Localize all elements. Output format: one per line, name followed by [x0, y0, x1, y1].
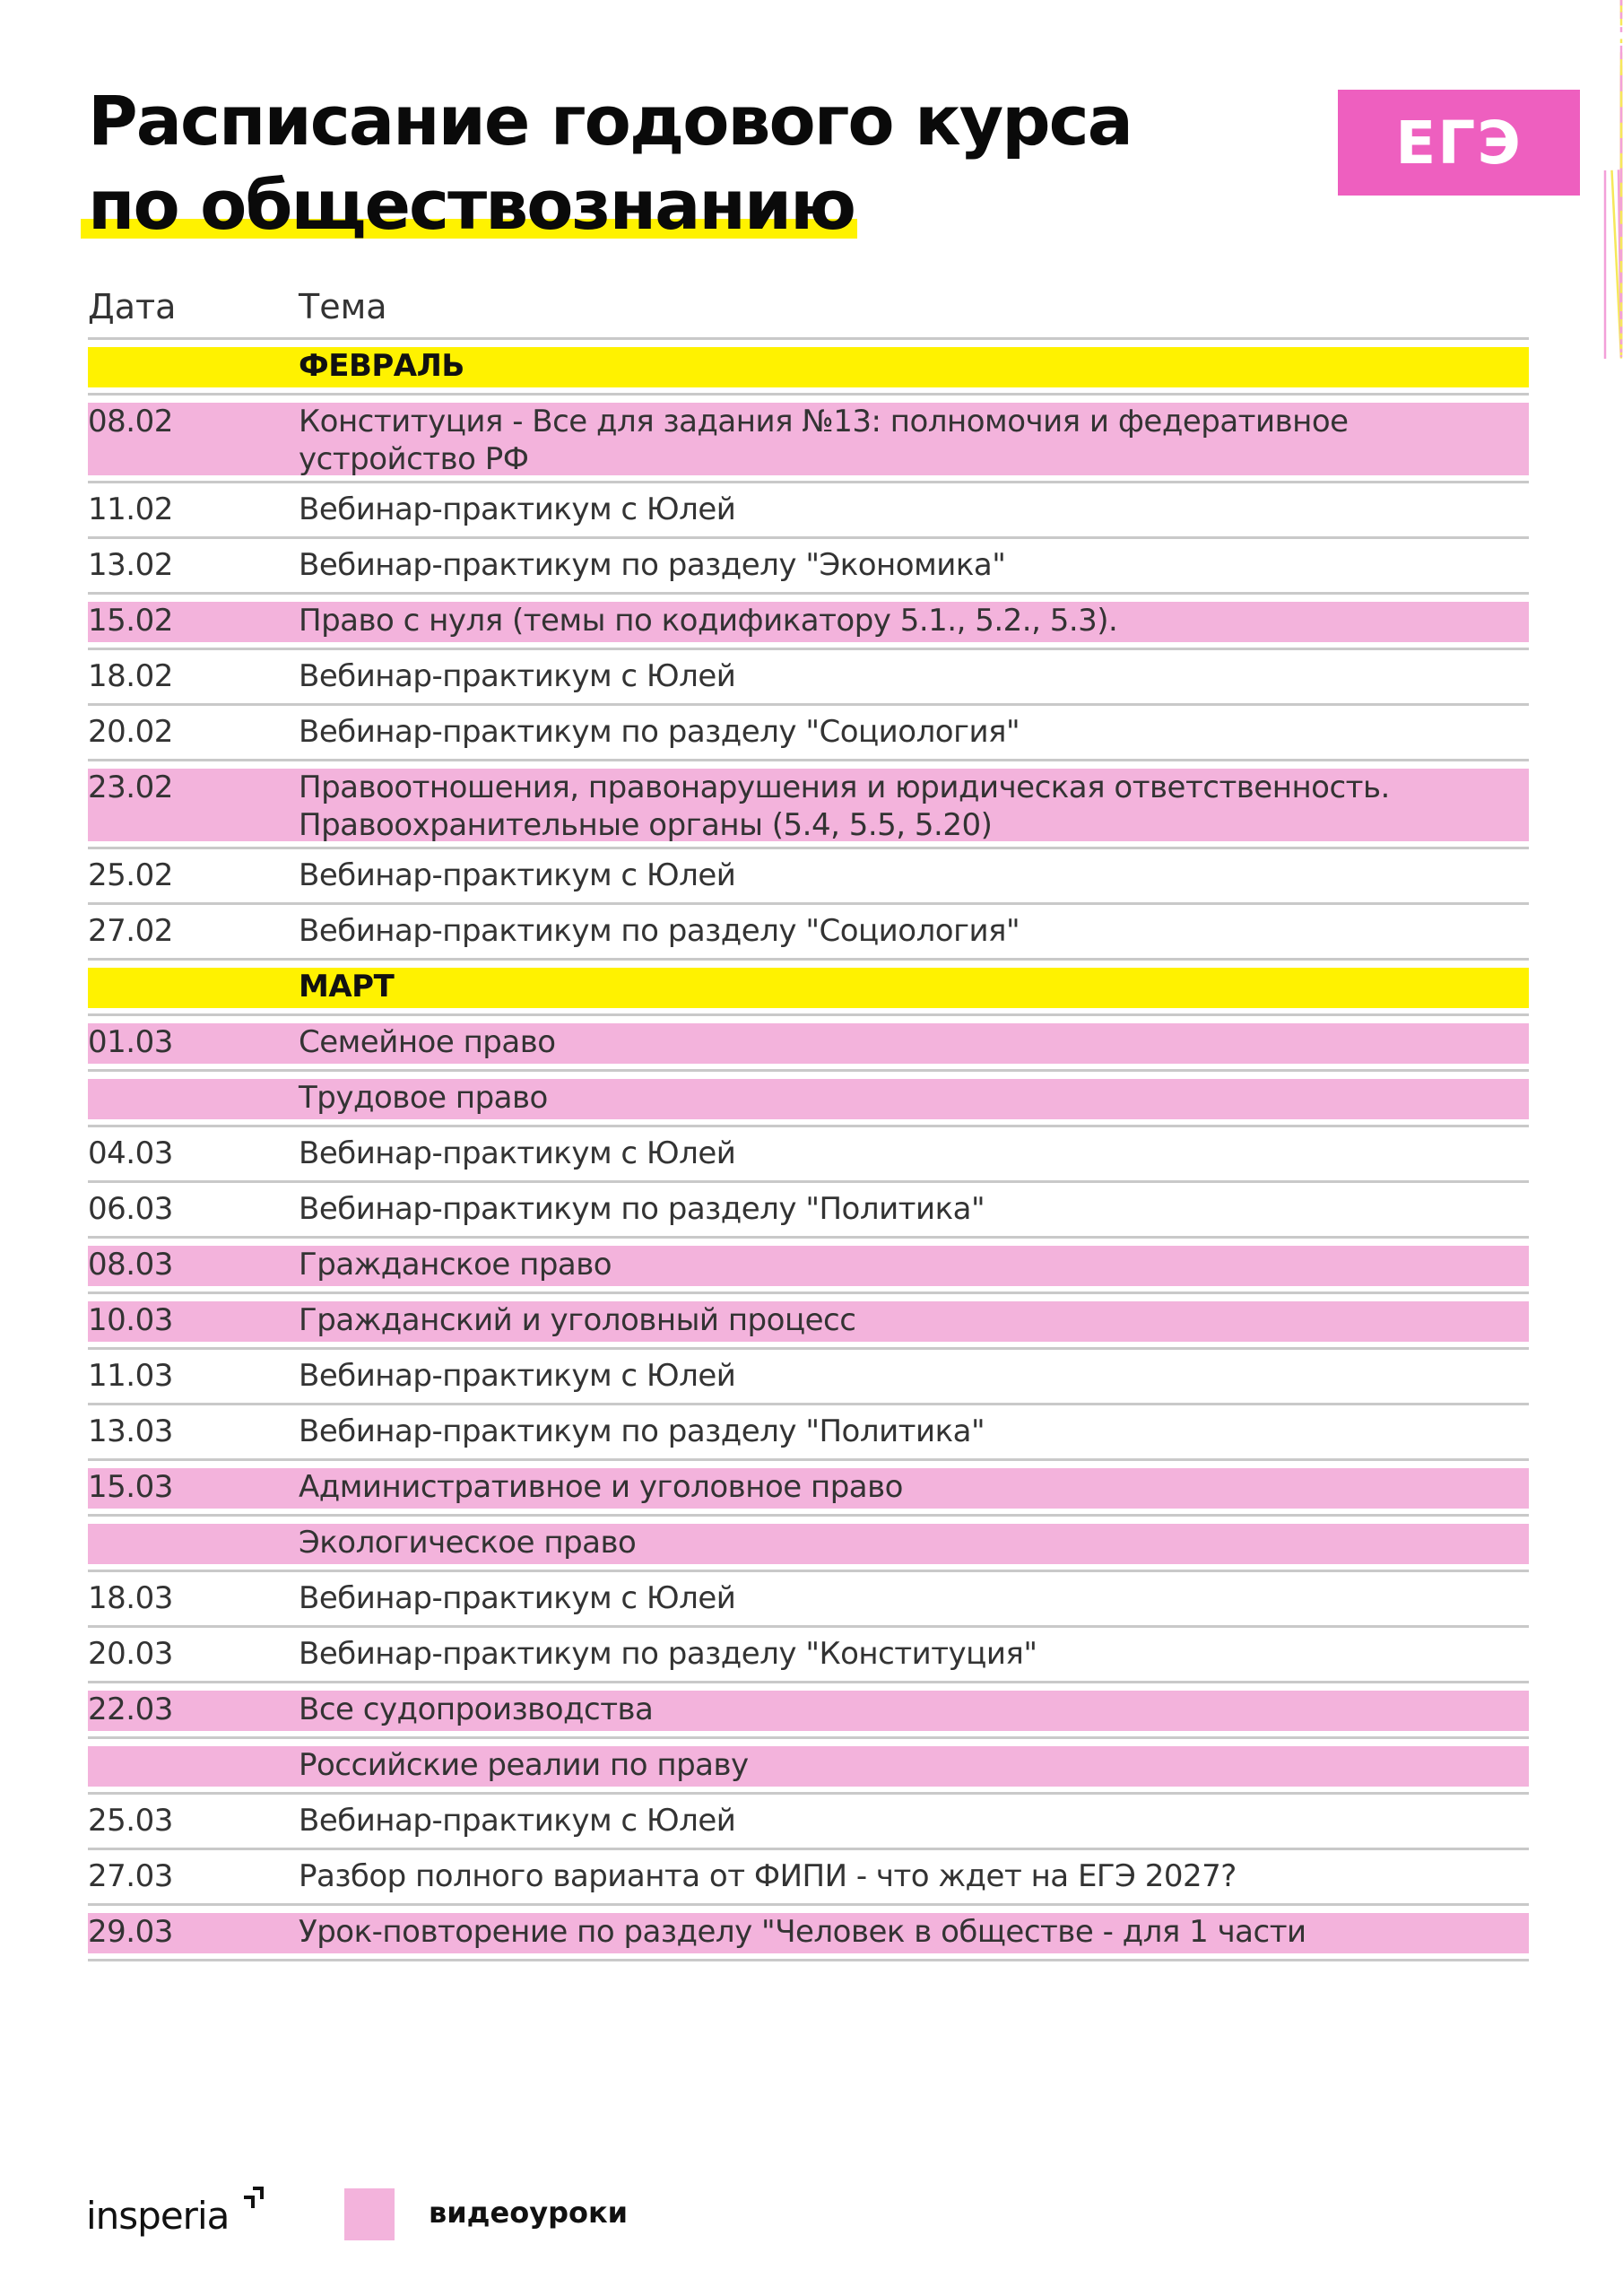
row-date: 29.03 [88, 1914, 173, 1950]
row-topic: Гражданский и уголовный процесс [299, 1302, 856, 1338]
table-row [88, 396, 1529, 483]
table-row [88, 1628, 1529, 1683]
row-topic: Право с нуля (темы по кодификатору 5.1., 5.2., 5.3). [299, 603, 1118, 639]
row-topic: Вебинар-практикум с Юлей [299, 491, 736, 527]
legend-swatch-video [344, 2188, 395, 2240]
row-topic: Трудовое право [299, 1080, 548, 1116]
exam-badge: ЕГЭ [1338, 90, 1580, 196]
sunburst-ray [1611, 170, 1620, 359]
row-topic: Вебинар-практикум по разделу "Политика" [299, 1191, 985, 1227]
row-date: 18.03 [88, 1580, 173, 1616]
table-row [88, 1239, 1529, 1294]
row-date: 18.02 [88, 658, 173, 694]
table-row [88, 1906, 1529, 1961]
row-date: 13.02 [88, 547, 173, 583]
table-header [88, 282, 1529, 340]
row-topic: Вебинар-практикум с Юлей [299, 1358, 736, 1394]
row-date: 04.03 [88, 1135, 173, 1171]
row-date: 25.02 [88, 857, 173, 893]
row-topic: Урок-повторение по разделу "Человек в обществе - для 1 части [299, 1914, 1306, 1950]
table-row [88, 1350, 1529, 1405]
month-row [88, 340, 1529, 396]
row-topic: Вебинар-практикум по разделу "Конституция" [299, 1636, 1037, 1672]
insperia-logo [86, 2194, 229, 2238]
row-topic: Вебинар-практикум по разделу "Политика" [299, 1413, 985, 1449]
row-topic: Экологическое право [299, 1525, 637, 1561]
month-label: МАРТ [299, 969, 395, 1004]
row-topic: Вебинар-практикум с Юлей [299, 658, 736, 694]
table-row [88, 1016, 1529, 1072]
title-line-2-text: по обществознанию [88, 165, 855, 245]
table-row [88, 1461, 1529, 1517]
table-row [88, 905, 1529, 961]
row-date: 27.03 [88, 1858, 173, 1894]
row-date: 08.03 [88, 1247, 173, 1283]
table-row [88, 1572, 1529, 1628]
table-row [88, 650, 1529, 706]
row-date: 13.03 [88, 1413, 173, 1449]
row-date: 01.03 [88, 1024, 173, 1060]
row-topic: Все судопроизводства [299, 1692, 654, 1727]
table-row [88, 539, 1529, 595]
row-date: 23.02 [88, 770, 173, 805]
row-date: 20.03 [88, 1636, 173, 1672]
legend-label-video: видеоуроки [429, 2196, 629, 2230]
table-row [88, 706, 1529, 761]
row-topic: Правоотношения, правонарушения и юридическая ответственность. Правоохранительные органы (5.4, 5.5, 5.20) [299, 770, 1390, 843]
row-date: 15.02 [88, 603, 173, 639]
row-date: 22.03 [88, 1692, 173, 1727]
row-topic: Вебинар-практикум с Юлей [299, 1135, 736, 1171]
row-date: 27.02 [88, 913, 173, 949]
row-topic: Разбор полного варианта от ФИПИ - что ждет на ЕГЭ 2027? [299, 1858, 1237, 1894]
table-body [88, 340, 1529, 1961]
row-topic: Гражданское право [299, 1247, 612, 1283]
table-row [88, 483, 1529, 539]
row-date: 06.03 [88, 1191, 173, 1227]
row-date: 15.03 [88, 1469, 173, 1505]
title-line-2 [88, 163, 1132, 248]
row-date: 10.03 [88, 1302, 173, 1338]
row-topic: Вебинар-практикум с Юлей [299, 1803, 736, 1839]
month-label: ФЕВРАЛЬ [299, 348, 464, 384]
table-row [88, 761, 1529, 849]
month-row [88, 961, 1529, 1016]
table-row [88, 1072, 1529, 1127]
row-topic: Вебинар-практикум с Юлей [299, 1580, 736, 1616]
logo-text: insperia [86, 2194, 230, 2238]
table-row [88, 1795, 1529, 1850]
table-row [88, 849, 1529, 905]
table-row [88, 1127, 1529, 1183]
schedule-table [88, 282, 1529, 1961]
row-topic: Вебинар-практикум по разделу "Экономика" [299, 547, 1006, 583]
table-row [88, 1183, 1529, 1239]
row-date: 11.02 [88, 491, 173, 527]
page-title [88, 79, 1132, 248]
row-topic: Конституция - Все для задания №13: полномочия и федеративное устройство РФ [299, 404, 1349, 477]
table-row [88, 1850, 1529, 1906]
table-row [88, 1683, 1529, 1739]
title-line-1: Расписание годового курса [88, 81, 1132, 161]
row-date: 25.03 [88, 1803, 173, 1839]
row-topic: Вебинар-практикум с Юлей [299, 857, 736, 893]
logo-corner-icon [237, 2187, 273, 2219]
row-topic: Вебинар-практикум по разделу "Социология" [299, 913, 1020, 949]
table-row [88, 1739, 1529, 1795]
table-row [88, 1517, 1529, 1572]
table-row [88, 1405, 1529, 1461]
column-header-topic: Тема [299, 287, 387, 326]
row-date: 08.02 [88, 404, 173, 439]
row-date: 11.03 [88, 1358, 173, 1394]
row-topic: Вебинар-практикум по разделу "Социология" [299, 714, 1020, 750]
row-topic: Семейное право [299, 1024, 556, 1060]
row-topic: Административное и уголовное право [299, 1469, 903, 1505]
table-row [88, 595, 1529, 650]
row-date: 20.02 [88, 714, 173, 750]
sunburst-ray [1619, 170, 1621, 357]
row-topic: Российские реалии по праву [299, 1747, 749, 1783]
table-row [88, 1294, 1529, 1350]
column-header-date: Дата [88, 287, 177, 326]
